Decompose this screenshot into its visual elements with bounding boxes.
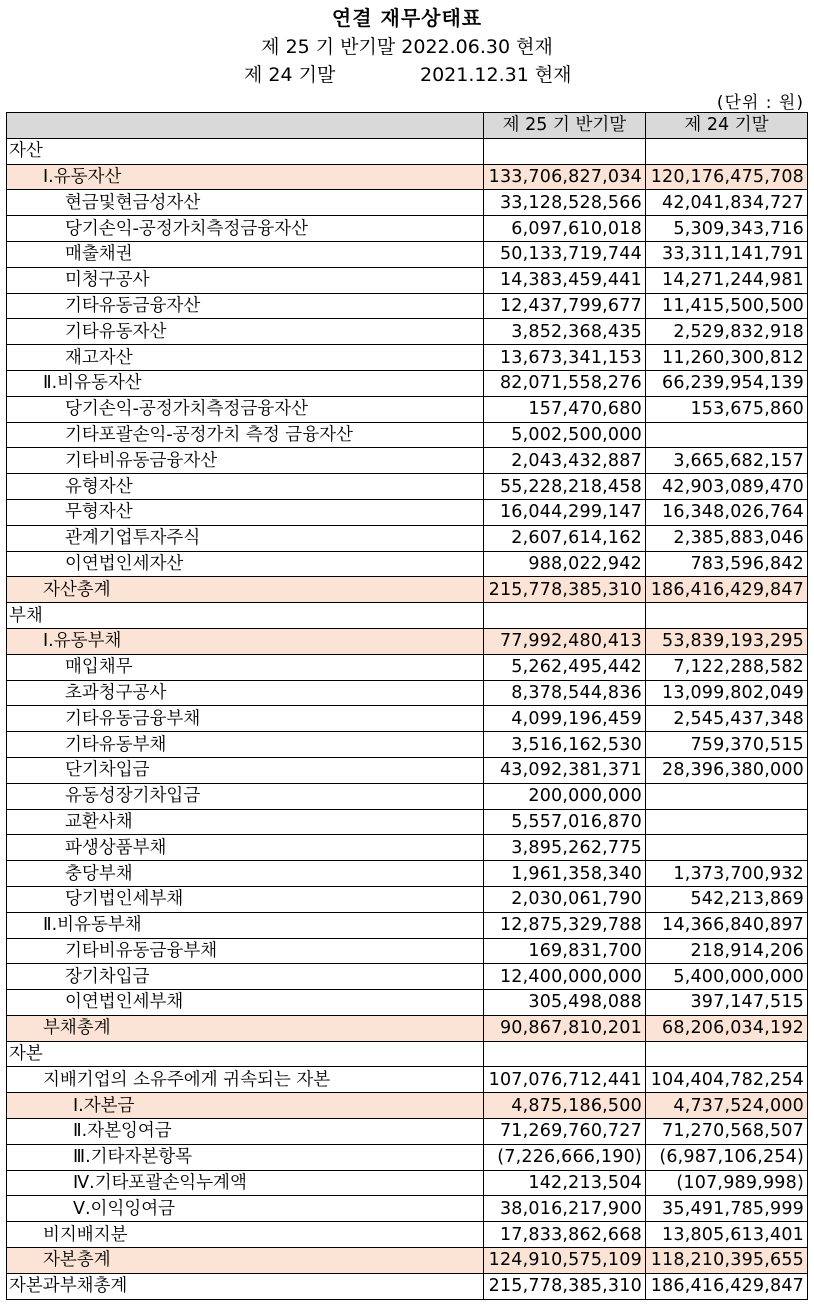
table-row <box>7 964 808 990</box>
current-period-value: 215,778,385,310 <box>483 577 645 603</box>
table-row <box>7 267 808 293</box>
previous-period-value: 397,147,515 <box>645 990 807 1016</box>
current-period-value: 2,030,061,790 <box>483 886 645 912</box>
current-period-value: 988,022,942 <box>483 551 645 577</box>
previous-period-value: 104,404,782,254 <box>645 1067 807 1093</box>
current-period-value: 12,875,329,788 <box>483 912 645 938</box>
previous-period-value <box>645 422 807 448</box>
previous-period-value: 33,311,141,791 <box>645 241 807 267</box>
table-row <box>7 886 808 912</box>
table-row <box>7 1170 808 1196</box>
row-label: 초과청구공사 <box>7 680 484 706</box>
table-row <box>7 1273 808 1299</box>
previous-period-value: (107,989,998) <box>645 1170 807 1196</box>
previous-period-value: 14,271,244,981 <box>645 267 807 293</box>
previous-period-value: 7,122,288,582 <box>645 654 807 680</box>
row-label: 부채총계 <box>7 1015 484 1041</box>
table-row <box>7 809 808 835</box>
row-label: 기타비유동금융부채 <box>7 938 484 964</box>
current-period-value: 12,437,799,677 <box>483 293 645 319</box>
current-period-value: 5,262,495,442 <box>483 654 645 680</box>
row-label: 비지배지분 <box>7 1222 484 1248</box>
previous-period-value: 186,416,429,847 <box>645 1273 807 1299</box>
current-period-value: 107,076,712,441 <box>483 1067 645 1093</box>
table-body <box>7 138 808 1299</box>
current-period-value: 2,607,614,162 <box>483 525 645 551</box>
row-label: 기타유동금융부채 <box>7 706 484 732</box>
current-period-value: 6,097,610,018 <box>483 216 645 242</box>
table-row <box>7 1093 808 1119</box>
current-period-value: 3,516,162,530 <box>483 732 645 758</box>
current-period-value: 90,867,810,201 <box>483 1015 645 1041</box>
row-label: 충당부채 <box>7 861 484 887</box>
table-row <box>7 396 808 422</box>
previous-period-value: 2,385,883,046 <box>645 525 807 551</box>
current-period-value: 8,378,544,836 <box>483 680 645 706</box>
current-period-value: 305,498,088 <box>483 990 645 1016</box>
row-label: Ⅴ.이익잉여금 <box>7 1196 484 1222</box>
current-period-value: 50,133,719,744 <box>483 241 645 267</box>
row-label: 자본총계 <box>7 1248 484 1274</box>
table-row <box>7 448 808 474</box>
current-period-value: 13,673,341,153 <box>483 345 645 371</box>
current-period-value: 17,833,862,668 <box>483 1222 645 1248</box>
current-period-value: 4,099,196,459 <box>483 706 645 732</box>
table-row <box>7 1119 808 1145</box>
table-row <box>7 1041 808 1067</box>
table-row <box>7 190 808 216</box>
current-period-value <box>483 1041 645 1067</box>
table-row <box>7 319 808 345</box>
previous-period-value <box>645 835 807 861</box>
row-label: 이연법인세자산 <box>7 551 484 577</box>
table-row <box>7 577 808 603</box>
previous-period-value: 120,176,475,708 <box>645 164 807 190</box>
row-label: 기타유동부채 <box>7 732 484 758</box>
current-period-value: 77,992,480,413 <box>483 628 645 654</box>
row-label: 미청구공사 <box>7 267 484 293</box>
row-label: Ⅲ.기타자본항목 <box>7 1144 484 1170</box>
previous-period-value: 3,665,682,157 <box>645 448 807 474</box>
current-period-value: 124,910,575,109 <box>483 1248 645 1274</box>
current-period-value: 82,071,558,276 <box>483 370 645 396</box>
table-row <box>7 216 808 242</box>
current-period-value: 33,128,528,566 <box>483 190 645 216</box>
period-previous-label: 제 24 기말 <box>244 64 336 86</box>
previous-period-value: 11,260,300,812 <box>645 345 807 371</box>
header-item-column <box>7 113 484 139</box>
previous-period-value: 759,370,515 <box>645 732 807 758</box>
table-row <box>7 757 808 783</box>
table-row <box>7 654 808 680</box>
row-label: Ⅱ.비유동자산 <box>7 370 484 396</box>
row-label: 장기차입금 <box>7 964 484 990</box>
current-period-value: 2,043,432,887 <box>483 448 645 474</box>
row-label: 유동성장기차입금 <box>7 783 484 809</box>
previous-period-value: 1,373,700,932 <box>645 861 807 887</box>
previous-period-value: 118,210,395,655 <box>645 1248 807 1274</box>
current-period-value: 200,000,000 <box>483 783 645 809</box>
table-row <box>7 164 808 190</box>
row-label: 단기차입금 <box>7 757 484 783</box>
row-label: Ⅱ.자본잉여금 <box>7 1119 484 1145</box>
table-row <box>7 1248 808 1274</box>
row-label: 무형자산 <box>7 499 484 525</box>
current-period-value: 1,961,358,340 <box>483 861 645 887</box>
row-label: 부채 <box>7 603 484 629</box>
table-row <box>7 912 808 938</box>
current-period-value: (7,226,666,190) <box>483 1144 645 1170</box>
previous-period-value: 42,903,089,470 <box>645 474 807 500</box>
row-label: 관계기업투자주식 <box>7 525 484 551</box>
row-label: 당기손익-공정가치측정금융자산 <box>7 216 484 242</box>
current-period-value: 3,895,262,775 <box>483 835 645 861</box>
previous-period-value: 5,400,000,000 <box>645 964 807 990</box>
previous-period-value: 66,239,954,139 <box>645 370 807 396</box>
row-label: Ⅱ.비유동부채 <box>7 912 484 938</box>
table-row <box>7 1015 808 1041</box>
row-label: 자산총계 <box>7 577 484 603</box>
current-period-value: 12,400,000,000 <box>483 964 645 990</box>
header-current-period: 제 25 기 반기말 <box>483 113 645 139</box>
row-label: Ⅳ.기타포괄손익누계액 <box>7 1170 484 1196</box>
table-row <box>7 938 808 964</box>
previous-period-value: 53,839,193,295 <box>645 628 807 654</box>
table-row <box>7 783 808 809</box>
table-row <box>7 525 808 551</box>
previous-period-value: 13,099,802,049 <box>645 680 807 706</box>
current-period-value: 55,228,218,458 <box>483 474 645 500</box>
current-period-value: 43,092,381,371 <box>483 757 645 783</box>
current-period-value: 5,557,016,870 <box>483 809 645 835</box>
row-label: 매출채권 <box>7 241 484 267</box>
table-row <box>7 241 808 267</box>
table-row <box>7 990 808 1016</box>
previous-period-value <box>645 1041 807 1067</box>
statement-title: 연결 재무상태표 <box>331 6 483 30</box>
previous-period-value: 42,041,834,727 <box>645 190 807 216</box>
row-label: Ⅰ.유동부채 <box>7 628 484 654</box>
row-label: Ⅰ.자본금 <box>7 1093 484 1119</box>
row-label: 재고자산 <box>7 345 484 371</box>
row-label: 기타유동금융자산 <box>7 293 484 319</box>
balance-sheet-table <box>6 112 808 1300</box>
table-row <box>7 499 808 525</box>
row-label: 당기법인세부채 <box>7 886 484 912</box>
current-period-value <box>483 138 645 164</box>
row-label: 기타비유동금융자산 <box>7 448 484 474</box>
previous-period-value: 2,529,832,918 <box>645 319 807 345</box>
table-row <box>7 551 808 577</box>
row-label: 파생상품부채 <box>7 835 484 861</box>
header-previous-period: 제 24 기말 <box>645 113 807 139</box>
row-label: 유형자산 <box>7 474 484 500</box>
previous-period-value <box>645 809 807 835</box>
row-label: 이연법인세부채 <box>7 990 484 1016</box>
previous-period-value: 68,206,034,192 <box>645 1015 807 1041</box>
row-label: Ⅰ.유동자산 <box>7 164 484 190</box>
table-row <box>7 474 808 500</box>
previous-period-value <box>645 783 807 809</box>
previous-period-value: 218,914,206 <box>645 938 807 964</box>
current-period-value <box>483 603 645 629</box>
current-period-value: 3,852,368,435 <box>483 319 645 345</box>
previous-period-value: 153,675,860 <box>645 396 807 422</box>
row-label: 교환사채 <box>7 809 484 835</box>
current-period-value: 215,778,385,310 <box>483 1273 645 1299</box>
period-current: 제 25 기 반기말 2022.06.30 현재 <box>261 36 553 58</box>
previous-period-value: 542,213,869 <box>645 886 807 912</box>
table-row <box>7 370 808 396</box>
table-row <box>7 345 808 371</box>
current-period-value: 157,470,680 <box>483 396 645 422</box>
period-previous-date: 2021.12.31 현재 <box>420 64 572 86</box>
previous-period-value: 186,416,429,847 <box>645 577 807 603</box>
table-row <box>7 680 808 706</box>
previous-period-value: 28,396,380,000 <box>645 757 807 783</box>
current-period-value: 38,016,217,900 <box>483 1196 645 1222</box>
table-row <box>7 293 808 319</box>
current-period-value: 4,875,186,500 <box>483 1093 645 1119</box>
previous-period-value <box>645 138 807 164</box>
previous-period-value <box>645 603 807 629</box>
current-period-value: 133,706,827,034 <box>483 164 645 190</box>
period-previous <box>0 60 814 86</box>
row-label: 자본 <box>7 1041 484 1067</box>
row-label: 매입채무 <box>7 654 484 680</box>
table-row <box>7 732 808 758</box>
unit-label: (단위 : 원) <box>716 93 804 113</box>
previous-period-value: 2,545,437,348 <box>645 706 807 732</box>
current-period-value: 5,002,500,000 <box>483 422 645 448</box>
table-row <box>7 861 808 887</box>
current-period-value: 142,213,504 <box>483 1170 645 1196</box>
previous-period-value: (6,987,106,254) <box>645 1144 807 1170</box>
current-period-value: 169,831,700 <box>483 938 645 964</box>
previous-period-value: 16,348,026,764 <box>645 499 807 525</box>
current-period-value: 14,383,459,441 <box>483 267 645 293</box>
previous-period-value: 13,805,613,401 <box>645 1222 807 1248</box>
current-period-value: 71,269,760,727 <box>483 1119 645 1145</box>
row-label: 기타유동자산 <box>7 319 484 345</box>
current-period-value: 16,044,299,147 <box>483 499 645 525</box>
table-row <box>7 628 808 654</box>
table-row <box>7 422 808 448</box>
row-label: 자산 <box>7 138 484 164</box>
previous-period-value: 11,415,500,500 <box>645 293 807 319</box>
previous-period-value: 4,737,524,000 <box>645 1093 807 1119</box>
row-label: 자본과부채총계 <box>7 1273 484 1299</box>
table-row <box>7 603 808 629</box>
table-row <box>7 1067 808 1093</box>
row-label: 당기손익-공정가치측정금융자산 <box>7 396 484 422</box>
table-row <box>7 706 808 732</box>
row-label: 기타포괄손익-공정가치 측정 금융자산 <box>7 422 484 448</box>
previous-period-value: 35,491,785,999 <box>645 1196 807 1222</box>
table-row <box>7 1196 808 1222</box>
table-row <box>7 138 808 164</box>
table-header-row <box>7 113 808 139</box>
previous-period-value: 783,596,842 <box>645 551 807 577</box>
table-row <box>7 835 808 861</box>
row-label: 지배기업의 소유주에게 귀속되는 자본 <box>7 1067 484 1093</box>
previous-period-value: 14,366,840,897 <box>645 912 807 938</box>
table-row <box>7 1144 808 1170</box>
previous-period-value: 5,309,343,716 <box>645 216 807 242</box>
table-row <box>7 1222 808 1248</box>
previous-period-value: 71,270,568,507 <box>645 1119 807 1145</box>
row-label: 현금및현금성자산 <box>7 190 484 216</box>
